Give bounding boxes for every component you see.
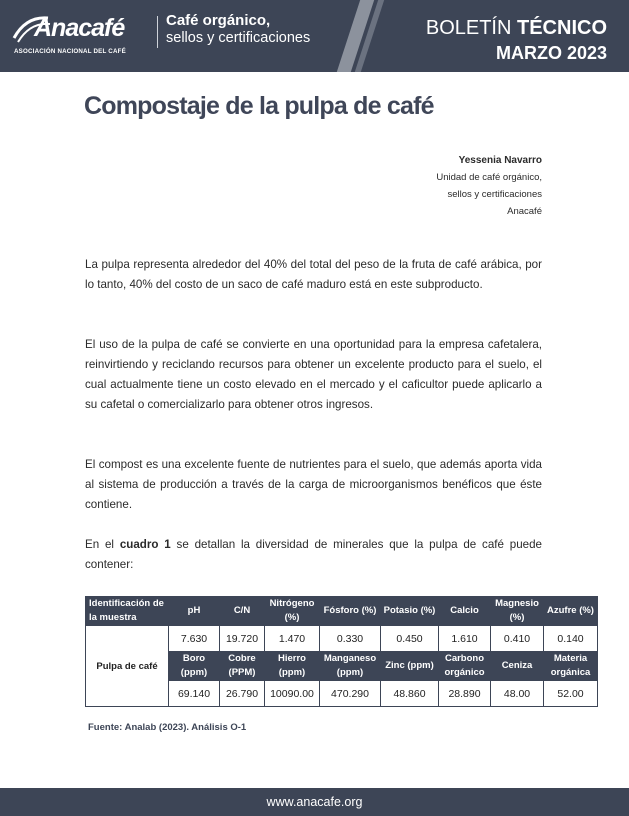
header-cell: Boro (ppm) bbox=[169, 652, 220, 681]
paragraph-2: El uso de la pulpa de café se convierte en una oportunidad para la empresa cafetalera, reinvirtiendo y reciclando recursos para obtener un excelente producto para el suelo, el cual actualmente tiene un costo elevado en el mercado y el caficultor puede aplicarlo a su cafetal o comercializarlo para obtener otros ingresos. bbox=[85, 338, 542, 411]
paragraph-4-prefix: En el bbox=[85, 538, 120, 551]
value-cell: 1.610 bbox=[439, 626, 491, 652]
anacafe-logo bbox=[12, 12, 152, 58]
value-cell: 0.450 bbox=[381, 626, 439, 652]
header-cell: C/N bbox=[220, 597, 265, 626]
header-cell: Hierro (ppm) bbox=[265, 652, 320, 681]
header-cell: Nitrógeno (%) bbox=[265, 597, 320, 626]
table-source: Fuente: Analab (2023). Análisis O-1 bbox=[88, 722, 247, 733]
header-cell: Magnesio (%) bbox=[491, 597, 544, 626]
header-cell: Potasio (%) bbox=[381, 597, 439, 626]
header-cell: Calcio bbox=[439, 597, 491, 626]
paragraph-4-suffix: se detallan la diversidad de minerales que la pulpa de café puede contener: bbox=[85, 538, 542, 571]
author-affiliation-line3: Anacafé bbox=[507, 206, 542, 217]
logo-wordmark: Anacafé bbox=[34, 14, 125, 42]
value-cell: 69.140 bbox=[169, 681, 220, 707]
id-header-cell: Identificación de la muestra bbox=[86, 597, 169, 626]
section-title-line1: Café orgánico, bbox=[166, 12, 271, 29]
value-cell: 470.290 bbox=[320, 681, 381, 707]
header-cell: Zinc (ppm) bbox=[381, 652, 439, 681]
paragraph-4 bbox=[85, 535, 542, 575]
header-cell: Cobre (PPM) bbox=[220, 652, 265, 681]
bulletin-prefix: BOLETÍN bbox=[425, 17, 517, 39]
bulletin-bold: TÉCNICO bbox=[517, 17, 607, 39]
table-row bbox=[86, 626, 598, 652]
value-cell: 52.00 bbox=[544, 681, 598, 707]
sample-label-cell: Pulpa de café bbox=[86, 626, 169, 707]
author-block bbox=[436, 152, 542, 220]
value-cell: 0.140 bbox=[544, 626, 598, 652]
author-affiliation-line2: sellos y certificaciones bbox=[447, 189, 542, 200]
value-cell: 26.790 bbox=[220, 681, 265, 707]
value-cell: 0.410 bbox=[491, 626, 544, 652]
table-header-row bbox=[86, 597, 598, 626]
header-cell: Azufre (%) bbox=[544, 597, 598, 626]
value-cell: 1.470 bbox=[265, 626, 320, 652]
page-footer bbox=[0, 788, 629, 816]
article-title: Compostaje de la pulpa de café bbox=[84, 92, 434, 120]
header-divider bbox=[157, 16, 158, 48]
value-cell: 28.890 bbox=[439, 681, 491, 707]
page-header bbox=[0, 0, 629, 72]
table-reference: cuadro 1 bbox=[119, 538, 171, 551]
header-cell: Materia orgánica bbox=[544, 652, 598, 681]
website-link[interactable]: www.anacafe.org bbox=[266, 795, 363, 809]
header-cell: Fósforo (%) bbox=[320, 597, 381, 626]
section-title-line2: sellos y certificaciones bbox=[166, 30, 311, 46]
minerals-table bbox=[85, 596, 598, 707]
header-cell: Manganeso (ppm) bbox=[320, 652, 381, 681]
value-cell: 48.860 bbox=[381, 681, 439, 707]
header-cell: pH bbox=[169, 597, 220, 626]
header-cell: Ceniza bbox=[491, 652, 544, 681]
paragraph-3: El compost es una excelente fuente de nutrientes para el suelo, que además aporta vida al sistema de producción a través de la carga de microorganismos benéficos que éste contiene. bbox=[85, 458, 542, 511]
value-cell: 0.330 bbox=[320, 626, 381, 652]
value-cell: 48.00 bbox=[491, 681, 544, 707]
value-cell: 10090.00 bbox=[265, 681, 320, 707]
value-cell: 19.720 bbox=[220, 626, 265, 652]
value-cell: 7.630 bbox=[169, 626, 220, 652]
author-affiliation-line1: Unidad de café orgánico, bbox=[436, 172, 542, 183]
bulletin-label bbox=[426, 17, 607, 40]
bulletin-date: MARZO 2023 bbox=[495, 43, 607, 63]
header-cell: Carbono orgánico bbox=[439, 652, 491, 681]
author-name: Yessenia Navarro bbox=[458, 155, 542, 166]
logo-subtitle: ASOCIACIÓN NACIONAL DEL CAFÉ bbox=[14, 48, 126, 55]
paragraph-1: La pulpa representa alrededor del 40% del total del peso de la fruta de café arábica, por lo tanto, 40% del costo de un saco de café maduro está en este subproducto. bbox=[85, 258, 542, 291]
